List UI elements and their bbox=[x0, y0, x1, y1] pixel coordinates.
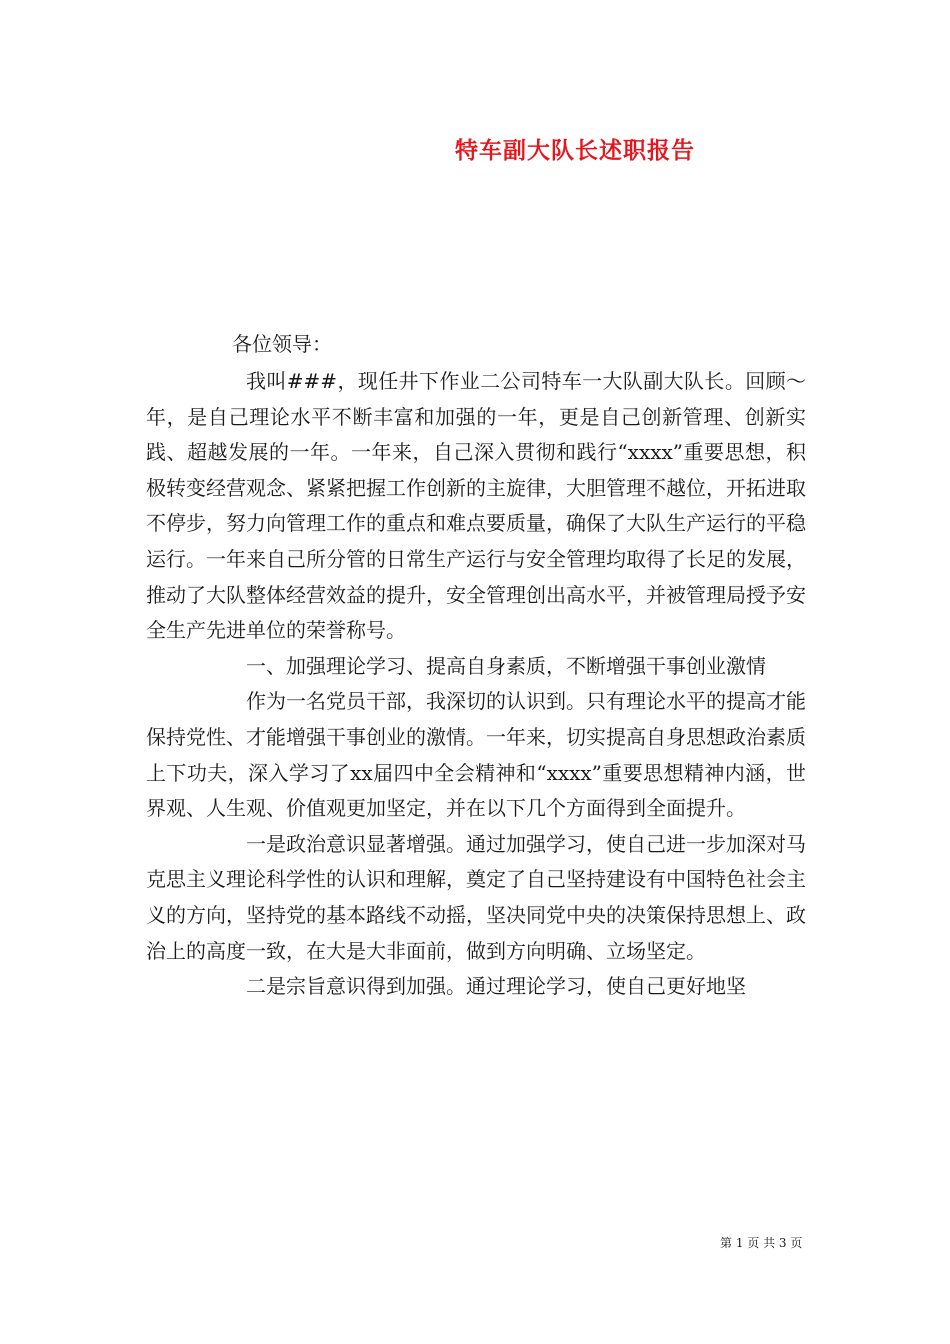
page-number: 第 1 页 共 3 页 bbox=[720, 1236, 803, 1250]
paragraph: 作为一名党员干部，我深切的认识到。只有理论水平的提高才能保持党性、才能增强干事创业的激情。一年来，切实提高自身思想政治素质上下功夫，深入学习了xx届四中全会精神和“xxxx”重要思想精神内涵，世界观、人生观、价值观更加坚定，并在以下几个方面得到全面提升。 bbox=[146, 689, 806, 821]
paragraph: 我叫###，现任井下作业二公司特车一大队副大队长。回顾～年，是自己理论水平不断丰富和加强的一年，更是自己创新管理、创新实践、超越发展的一年。一年来，自己深入贯彻和践行“xxxx”重要思想，积极转变经营观念、紧紧把握工作创新的主旋律，大胆管理不越位，开拓进取不停步，努力向管理工作的重点和难点要质量，确保了大队生产运行的平稳运行。一年来自己所分管的日常生产运行与安全管理均取得了长足的发展，推动了大队整体经营效益的提升，安全管理创出高水平，并被管理局授予安全生产先进单位的荣誉称号。 bbox=[146, 369, 806, 643]
paragraph: 二是宗旨意识得到加强。通过理论学习，使自己更好地坚 bbox=[246, 974, 746, 999]
greeting: 各位领导： bbox=[232, 332, 332, 356]
paragraph: 一是政治意识显著增强。通过加强学习，使自己进一步加深对马克思主义理论科学性的认识和理解，奠定了自己坚持建设有中国特色社会主义的方向，坚持党的基本路线不动摇，坚决同党中央的决策保持思想上、政治上的高度一致，在大是大非面前，做到方向明确、立场坚定。 bbox=[146, 831, 806, 963]
section-heading: 一、加强理论学习、提高自身素质，不断增强干事创业激情 bbox=[246, 653, 766, 678]
document-title: 特车副大队长述职报告 bbox=[455, 137, 695, 164]
document-body bbox=[146, 364, 806, 1005]
